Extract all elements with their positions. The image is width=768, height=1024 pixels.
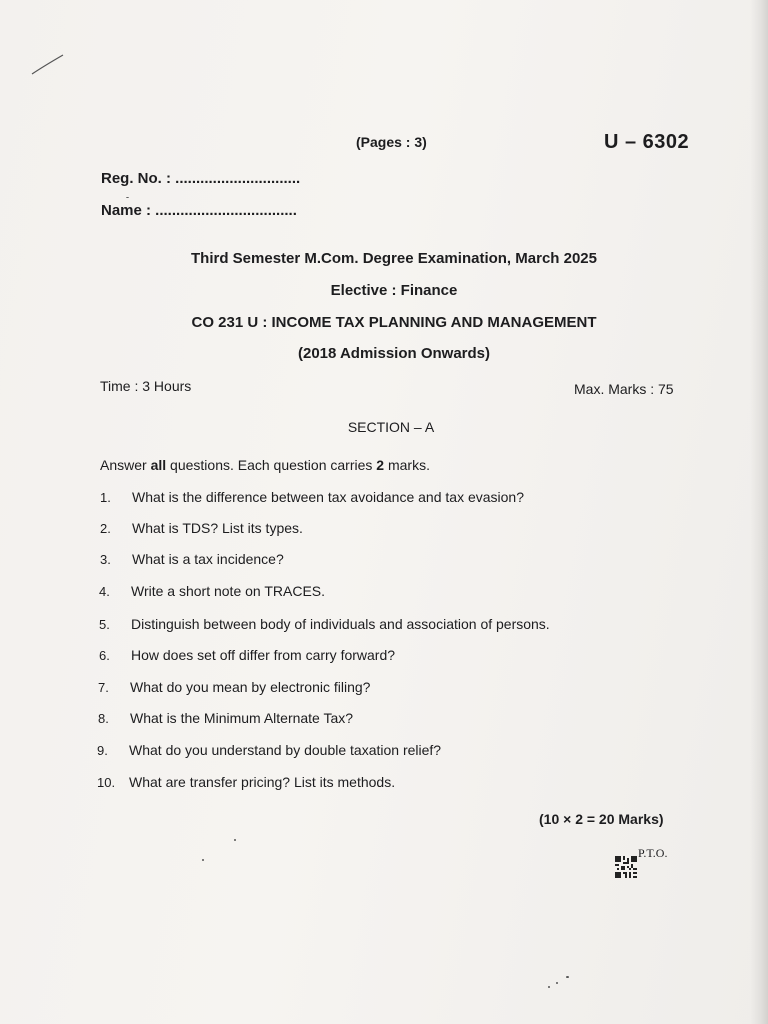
reg-no-field: Reg. No. : .............................. (101, 170, 301, 187)
question-number: 1. (100, 490, 111, 505)
question-text: What do you understand by double taxation relief? (129, 742, 442, 758)
question-text: Write a short note on TRACES. (131, 583, 326, 599)
pencil-mark-icon (30, 52, 66, 78)
question-number: 5. (99, 617, 110, 632)
instruction-text: questions. Each question carries (166, 457, 377, 473)
paper-speck (548, 986, 550, 988)
page-count: (Pages : 3) (356, 134, 427, 150)
question-text: What is the difference between tax avoidance and tax evasion? (132, 489, 524, 505)
paper-code: U – 6302 (604, 131, 690, 153)
question-number: 6. (99, 648, 110, 663)
paper-speck (234, 839, 236, 841)
elective-title: Elective : Finance (330, 282, 458, 299)
question-text: Distinguish between body of individuals and association of persons. (131, 616, 550, 632)
question-number: 7. (98, 680, 109, 695)
question-text: What are transfer pricing? List its methods. (129, 774, 396, 790)
qr-code-icon (615, 856, 637, 878)
time-allowed: Time : 3 Hours (100, 378, 192, 394)
question-text: How does set off differ from carry forward? (131, 647, 396, 663)
question-number: 10. (97, 775, 116, 790)
question-text: What do you mean by electronic filing? (130, 679, 371, 695)
course-title: CO 231 U : INCOME TAX PLANNING AND MANAGEMENT (191, 314, 597, 331)
name-field: Name : .................................. (101, 202, 297, 219)
max-marks: Max. Marks : 75 (574, 381, 674, 397)
section-heading: SECTION – A (347, 419, 435, 435)
instruction-text: Answer (100, 457, 151, 473)
marks-summary: (10 × 2 = 20 Marks) (539, 811, 664, 827)
question-number: 3. (100, 552, 111, 567)
question-number: 4. (99, 584, 110, 599)
exam-title: Third Semester M.Com. Degree Examination, March 2025 (191, 250, 597, 267)
instruction-text: marks. (384, 457, 430, 473)
admission-scheme: (2018 Admission Onwards) (298, 345, 490, 362)
question-number: 9. (97, 743, 108, 758)
question-number: 8. (98, 711, 109, 726)
instruction-emphasis-all: all (150, 457, 167, 473)
paper-speck (126, 197, 129, 198)
paper-speck (202, 859, 204, 861)
please-turn-over: P.T.O. (638, 846, 668, 860)
paper-speck (556, 982, 558, 984)
question-text: What is TDS? List its types. (132, 520, 303, 536)
question-text: What is the Minimum Alternate Tax? (130, 710, 354, 726)
section-instruction (100, 457, 430, 473)
paper-speck (566, 976, 569, 978)
instruction-emphasis-marks: 2 (376, 457, 385, 473)
question-number: 2. (100, 521, 111, 536)
question-text: What is a tax incidence? (132, 551, 284, 567)
page-edge-shadow (750, 0, 768, 1024)
